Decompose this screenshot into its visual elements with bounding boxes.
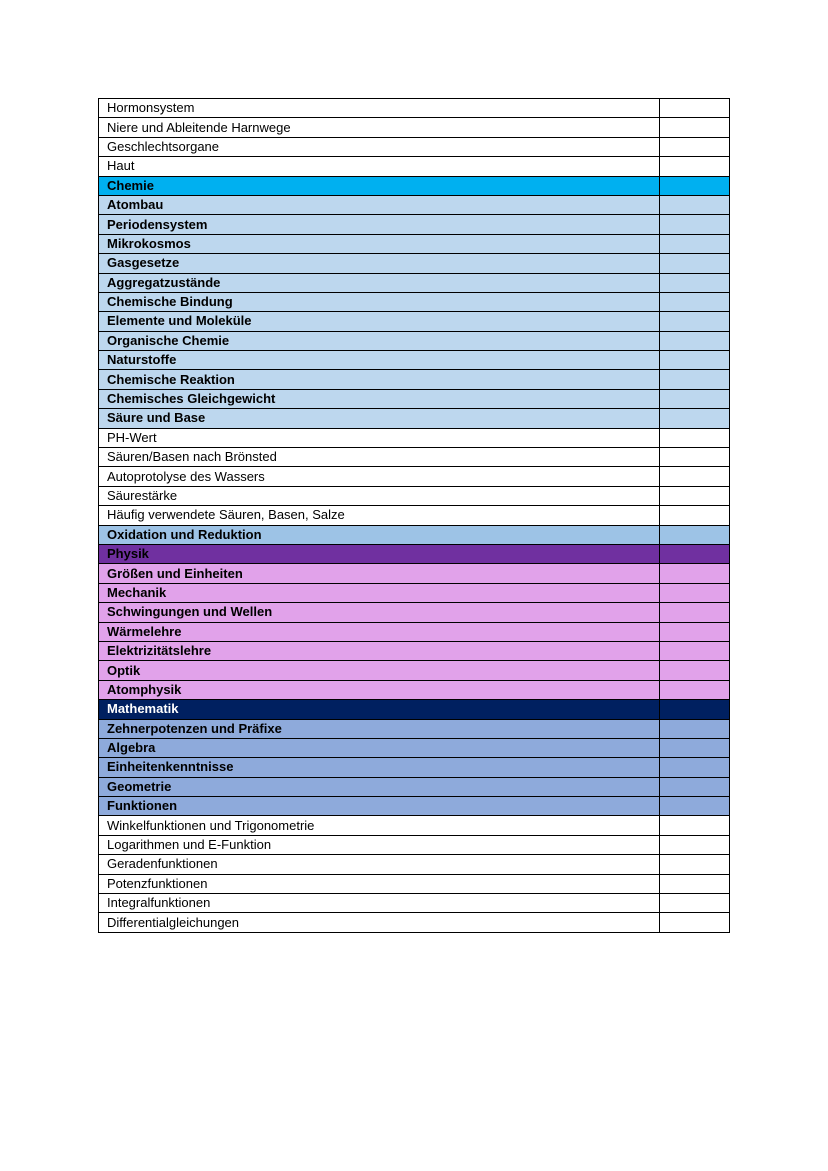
topic-label: Chemische Reaktion: [99, 370, 660, 389]
topic-label: Elemente und Moleküle: [99, 312, 660, 331]
check-cell: [660, 835, 730, 854]
topic-label: Hormonsystem: [99, 99, 660, 118]
topic-row-integralfunktionen: [99, 894, 730, 913]
topic-row-haeufig-verwendete-saeuren-basen-salze: [99, 506, 730, 525]
topic-row-funktionen: [99, 797, 730, 816]
check-cell: [660, 816, 730, 835]
topic-label: Säurestärke: [99, 486, 660, 505]
topic-label: Geschlechtsorgane: [99, 137, 660, 156]
check-cell: [660, 700, 730, 719]
topic-label: Wärmelehre: [99, 622, 660, 641]
topic-label: Schwingungen und Wellen: [99, 603, 660, 622]
check-cell: [660, 719, 730, 738]
check-cell: [660, 758, 730, 777]
topic-row-ph-wert: [99, 428, 730, 447]
topic-row-organische-chemie: [99, 331, 730, 350]
check-cell: [660, 351, 730, 370]
topic-row-groessen-und-einheiten: [99, 564, 730, 583]
topic-row-chemisches-gleichgewicht: [99, 389, 730, 408]
check-cell: [660, 797, 730, 816]
section-header-row-chemie: [99, 176, 730, 195]
topic-label: Autoprotolyse des Wassers: [99, 467, 660, 486]
topic-label: Algebra: [99, 738, 660, 757]
check-cell: [660, 641, 730, 660]
topic-label: Potenzfunktionen: [99, 874, 660, 893]
topic-label: Logarithmen und E-Funktion: [99, 835, 660, 854]
topic-row-mechanik: [99, 583, 730, 602]
check-cell: [660, 254, 730, 273]
topic-row-periodensystem: [99, 215, 730, 234]
topic-label: Winkelfunktionen und Trigonometrie: [99, 816, 660, 835]
topic-row-haut: [99, 157, 730, 176]
topic-label: Differentialgleichungen: [99, 913, 660, 932]
topic-row-differentialgleichungen: [99, 913, 730, 932]
topic-label: Größen und Einheiten: [99, 564, 660, 583]
section-header-label: Mathematik: [99, 700, 660, 719]
topic-row-potenzfunktionen: [99, 874, 730, 893]
section-header-label: Physik: [99, 544, 660, 563]
topic-row-aggregatzustaende: [99, 273, 730, 292]
check-cell: [660, 428, 730, 447]
topic-label: PH-Wert: [99, 428, 660, 447]
check-cell: [660, 874, 730, 893]
topic-label: Naturstoffe: [99, 351, 660, 370]
topic-row-elemente-und-molekuele: [99, 312, 730, 331]
check-cell: [660, 467, 730, 486]
check-cell: [660, 389, 730, 408]
topic-row-oxidation-und-reduktion: [99, 525, 730, 544]
check-cell: [660, 544, 730, 563]
topic-row-geometrie: [99, 777, 730, 796]
topic-row-naturstoffe: [99, 351, 730, 370]
topic-label: Säure und Base: [99, 409, 660, 428]
check-cell: [660, 409, 730, 428]
topic-row-geradenfunktionen: [99, 855, 730, 874]
check-cell: [660, 118, 730, 137]
topic-row-chemische-reaktion: [99, 370, 730, 389]
topic-label: Oxidation und Reduktion: [99, 525, 660, 544]
check-cell: [660, 913, 730, 932]
topic-row-saeuren-basen-nach-broensted: [99, 448, 730, 467]
section-header-row-physik: [99, 544, 730, 563]
topic-row-saeure-und-base: [99, 409, 730, 428]
topic-label: Mikrokosmos: [99, 234, 660, 253]
topic-checklist-body: [99, 99, 730, 933]
section-header-row-mathematik: [99, 700, 730, 719]
check-cell: [660, 195, 730, 214]
topic-label: Gasgesetze: [99, 254, 660, 273]
check-cell: [660, 506, 730, 525]
topic-label: Säuren/Basen nach Brönsted: [99, 448, 660, 467]
check-cell: [660, 777, 730, 796]
topic-row-winkelfunktionen-und-trigonometrie: [99, 816, 730, 835]
topic-label: Haut: [99, 157, 660, 176]
check-cell: [660, 486, 730, 505]
check-cell: [660, 215, 730, 234]
check-cell: [660, 273, 730, 292]
topic-row-waermelehre: [99, 622, 730, 641]
check-cell: [660, 525, 730, 544]
topic-label: Organische Chemie: [99, 331, 660, 350]
check-cell: [660, 680, 730, 699]
topic-label: Optik: [99, 661, 660, 680]
topic-row-geschlechtsorgane: [99, 137, 730, 156]
topic-label: Elektrizitätslehre: [99, 641, 660, 660]
topic-row-autoprotolyse-des-wassers: [99, 467, 730, 486]
check-cell: [660, 583, 730, 602]
topic-row-elektrizitaetslehre: [99, 641, 730, 660]
topic-label: Periodensystem: [99, 215, 660, 234]
check-cell: [660, 738, 730, 757]
check-cell: [660, 564, 730, 583]
check-cell: [660, 370, 730, 389]
topic-label: Geradenfunktionen: [99, 855, 660, 874]
topic-label: Atomphysik: [99, 680, 660, 699]
check-cell: [660, 661, 730, 680]
check-cell: [660, 99, 730, 118]
check-cell: [660, 622, 730, 641]
topic-row-chemische-bindung: [99, 292, 730, 311]
check-cell: [660, 894, 730, 913]
topic-row-optik: [99, 661, 730, 680]
topic-row-atombau: [99, 195, 730, 214]
topic-row-zehnerpotenzen-und-praefixe: [99, 719, 730, 738]
check-cell: [660, 855, 730, 874]
topic-row-niere-und-ableitende-harnwege: [99, 118, 730, 137]
section-header-label: Chemie: [99, 176, 660, 195]
topic-row-atomphysik: [99, 680, 730, 699]
topic-checklist-table: [98, 98, 730, 933]
topic-row-gasgesetze: [99, 254, 730, 273]
check-cell: [660, 603, 730, 622]
topic-row-algebra: [99, 738, 730, 757]
topic-label: Geometrie: [99, 777, 660, 796]
topic-row-hormonsystem: [99, 99, 730, 118]
topic-label: Chemisches Gleichgewicht: [99, 389, 660, 408]
check-cell: [660, 137, 730, 156]
check-cell: [660, 234, 730, 253]
topic-row-saeurestaerke: [99, 486, 730, 505]
topic-row-einheitenkenntnisse: [99, 758, 730, 777]
check-cell: [660, 157, 730, 176]
topic-label: Funktionen: [99, 797, 660, 816]
topic-row-schwingungen-und-wellen: [99, 603, 730, 622]
check-cell: [660, 176, 730, 195]
topic-row-mikrokosmos: [99, 234, 730, 253]
topic-label: Integralfunktionen: [99, 894, 660, 913]
topic-label: Einheitenkenntnisse: [99, 758, 660, 777]
check-cell: [660, 312, 730, 331]
topic-label: Chemische Bindung: [99, 292, 660, 311]
topic-label: Häufig verwendete Säuren, Basen, Salze: [99, 506, 660, 525]
topic-label: Aggregatzustände: [99, 273, 660, 292]
check-cell: [660, 331, 730, 350]
topic-row-logarithmen-und-e-funktion: [99, 835, 730, 854]
check-cell: [660, 448, 730, 467]
topic-label: Atombau: [99, 195, 660, 214]
topic-label: Zehnerpotenzen und Präfixe: [99, 719, 660, 738]
topic-label: Niere und Ableitende Harnwege: [99, 118, 660, 137]
check-cell: [660, 292, 730, 311]
topic-label: Mechanik: [99, 583, 660, 602]
